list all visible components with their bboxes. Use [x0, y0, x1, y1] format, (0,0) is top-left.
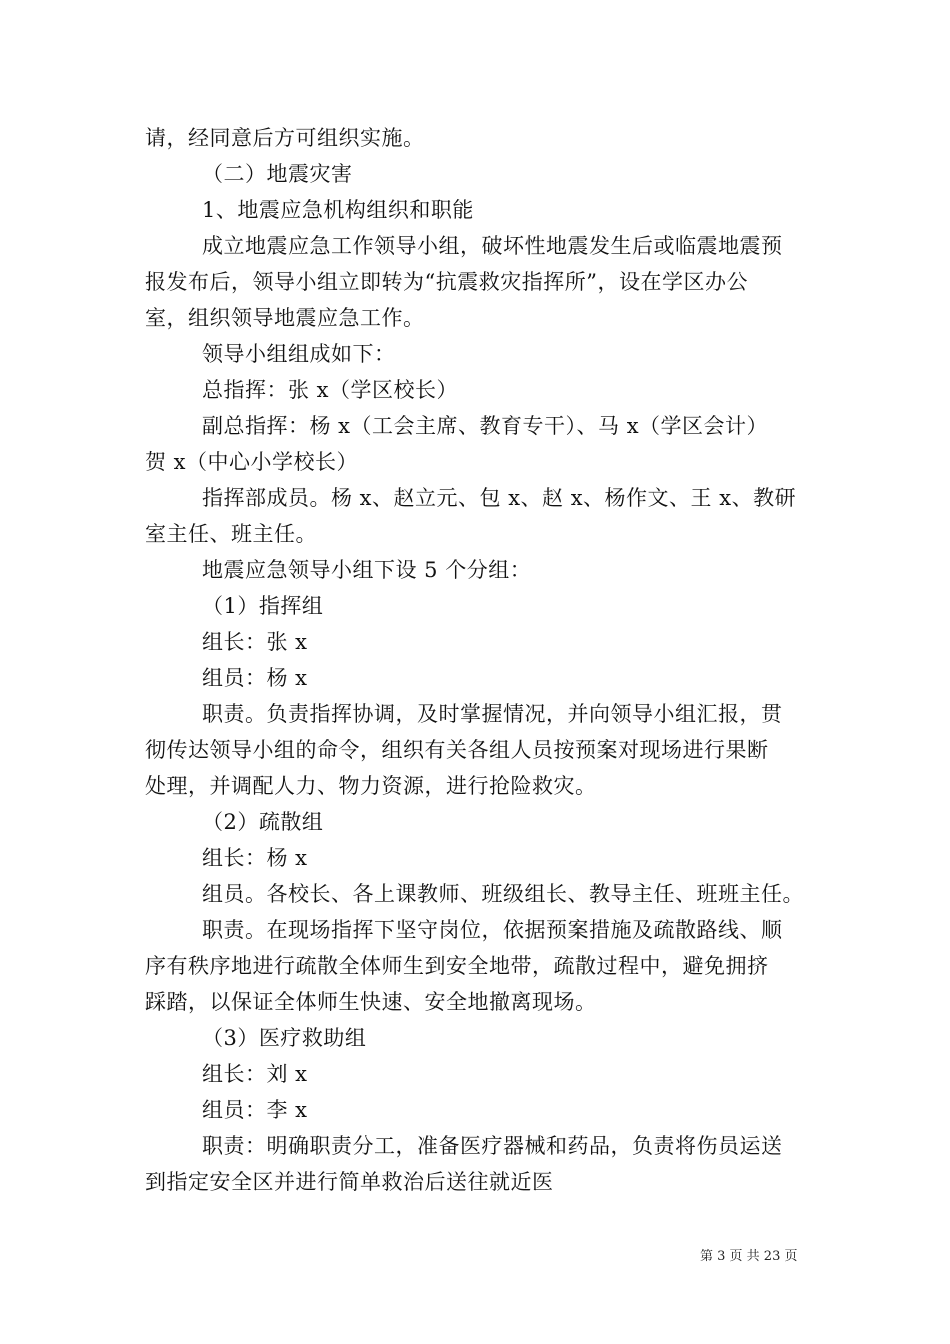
text-line: 副总指挥：杨 x（工会主席、教育专干）、马 x（学区会计）: [202, 414, 769, 438]
text-line: 到指定安全区并进行简单救治后送往就近医: [145, 1170, 554, 1194]
text-line: 彻传达领导小组的命令，组织有关各组人员按预案对现场进行果断: [145, 738, 769, 762]
group-heading: （3）医疗救助组: [202, 1026, 367, 1050]
text-line: 组长：刘 x: [202, 1062, 308, 1086]
text-line: 地震应急领导小组下设 5 个分组：: [202, 558, 532, 582]
text-line: 总指挥：张 x（学区校长）: [202, 378, 459, 402]
text-line: 职责。在现场指挥下坚守岗位，依据预案措施及疏散路线、顺: [202, 918, 783, 942]
text-line: 踩踏，以保证全体师生快速、安全地撤离现场。: [145, 990, 597, 1014]
text-line: 贺 x（中心小学校长）: [145, 450, 359, 474]
text-line: 序有秩序地进行疏散全体师生到安全地带，疏散过程中，避免拥挤: [145, 954, 769, 978]
text-line: 组长：张 x: [202, 630, 308, 654]
text-line: 室主任、班主任。: [145, 522, 317, 546]
text-line: 职责：明确职责分工，准备医疗器械和药品，负责将伤员运送: [202, 1134, 783, 1158]
group-heading: （2）疏散组: [202, 810, 324, 834]
text-line: 领导小组组成如下：: [202, 342, 396, 366]
subsection-heading: 1、地震应急机构组织和职能: [202, 198, 474, 222]
section-heading: （二）地震灾害: [202, 162, 353, 186]
text-line: 室，组织领导地震应急工作。: [145, 306, 425, 330]
text-line: 组员：杨 x: [202, 666, 308, 690]
text-line: 职责。负责指挥协调，及时掌握情况，并向领导小组汇报，贯: [202, 702, 783, 726]
page-number: 第 3 页 共 23 页: [700, 1249, 798, 1264]
text-line: 成立地震应急工作领导小组，破坏性地震发生后或临震地震预: [202, 234, 783, 258]
group-heading: （1）指挥组: [202, 594, 324, 618]
text-line: 组员：李 x: [202, 1098, 308, 1122]
text-line: 报发布后，领导小组立即转为“抗震救灾指挥所”，设在学区办公: [145, 270, 748, 294]
text-line: 处理，并调配人力、物力资源，进行抢险救灾。: [145, 774, 597, 798]
text-line: 组长：杨 x: [202, 846, 308, 870]
text-line: 组员。各校长、各上课教师、班级组长、教导主任、班班主任。: [202, 882, 804, 906]
text-line: 指挥部成员。杨 x、赵立元、包 x、赵 x、杨作文、王 x、教研: [202, 486, 797, 510]
text-line: 请，经同意后方可组织实施。: [145, 126, 425, 150]
